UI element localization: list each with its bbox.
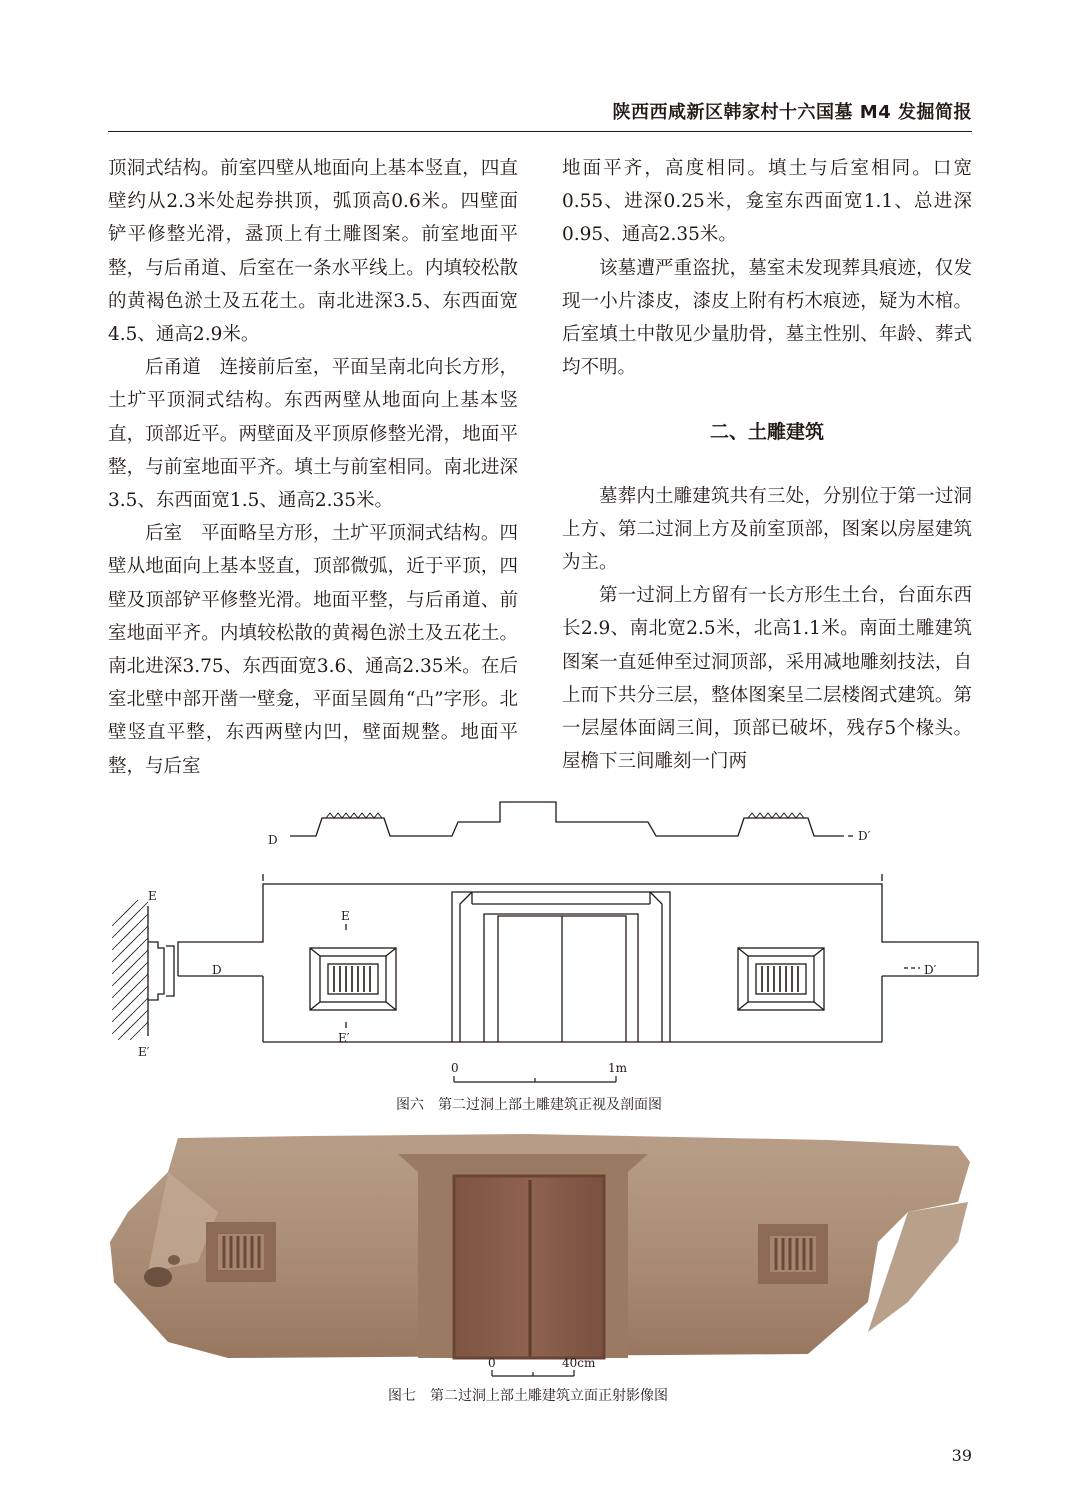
left-paragraph-1: 顶洞式结构。前室四壁从地面向上基本竖直，四直壁约从2.3米处起券拱顶，弧顶高0.6米。四壁面铲平修整光滑，盝顶上有土雕图案。前室地面平整，与后甬道、后室在一条水平线上。内填较松散的黄褐色淤土及五花土。南北进深3.5、东西面宽4.5、通高2.9米。: [108, 158, 518, 346]
right-paragraph-2: 该墓遭严重盗扰，墓室未发现葬具痕迹，仅发现一小片漆皮，漆皮上附有朽木痕迹，疑为木棺。后室填土中散见少量肋骨，墓主性别、年龄、葬式均不明。: [562, 257, 972, 379]
scale-bar-1m: [454, 1076, 616, 1082]
section-title: 二、土雕建筑: [709, 421, 824, 444]
scale2-40cm: 40cm: [562, 1356, 596, 1370]
figure7-photo: [108, 1132, 978, 1362]
label-D-prime-top: D′: [858, 829, 871, 843]
label-D-prime-mid: D′: [924, 963, 937, 977]
profile-line: [290, 802, 838, 836]
label-E-prime-section: E′: [138, 1045, 150, 1059]
running-header: 陕西西咸新区韩家村十六国墓 M4 发掘简报: [612, 102, 972, 123]
figure7-scale-bar: [476, 1352, 616, 1382]
figure6-caption: 图六 第二过洞上部土雕建筑正视及剖面图: [396, 1097, 662, 1113]
right-column: [562, 152, 972, 778]
right-paragraph-3: 墓葬内土雕建筑共有三处，分别位于第一过洞上方、第二过洞上方及前室顶部，图案以房屋建筑为主。: [562, 485, 972, 574]
right-paragraph-4: 第一过洞上方留有一长方形生土台，台面东西长2.9、南北宽2.5米，北高1.1米。南面土雕建筑图案一直延伸至过洞顶部，采用减地雕刻技法，自上而下共分三层，整体图案呈二层楼阁式建筑。第一层屋体面阔三间，顶部已破坏，残存5个椽头。屋檐下三间雕刻一门两: [562, 585, 972, 773]
left-paragraph-3: 后室 平面略呈方形，土圹平顶洞式结构。四壁从地面向上基本竖直，顶部微弧，近于平顶，四壁及顶部铲平修整光滑。地面平整，与后甬道、前室地面平齐。内填较松散的黄褐色淤土及五花土。南北进深3.75、东西面宽3.6、通高2.35米。在后室北壁中部开凿一壁龛，平面呈圆角“凸”字形。北壁竖直平整，东西两壁内凹，壁面规整。地面平整，与后室: [108, 523, 518, 777]
header-rule: [108, 131, 972, 132]
left-paragraph-2: 后甬道 连接前后室，平面呈南北向长方形，土圹平顶洞式结构。东西两壁从地面向上基本竖直，顶部近平。两壁面及平顶原修整光滑，地面平整，与前室地面平齐。填土与前室相同。南北进深3.5、东西面宽1.5、通高2.35米。: [108, 357, 518, 512]
left-column: [108, 152, 518, 783]
figure6-drawing: [108, 796, 937, 1086]
label-D-top: D: [268, 833, 278, 847]
page-number: 39: [951, 1446, 972, 1465]
scale-1m: 1m: [608, 1061, 628, 1075]
elevation-outline: [178, 884, 978, 976]
right-paragraph-1: 地面平齐，高度相同。填土与后室相同。口宽0.55、进深0.25米，龛室东西面宽1.1、总进深0.95、通高2.35米。: [562, 158, 972, 246]
label-E-section: E: [148, 889, 157, 903]
label-D-mid: D: [212, 963, 222, 977]
figure7-caption: 图七 第二过洞上部土雕建筑立面正射影像图: [388, 1388, 668, 1404]
label-E: E: [341, 909, 350, 923]
scale-0: 0: [451, 1061, 459, 1075]
label-E-prime: E′: [338, 1031, 350, 1045]
scale2-0: 0: [488, 1356, 496, 1370]
